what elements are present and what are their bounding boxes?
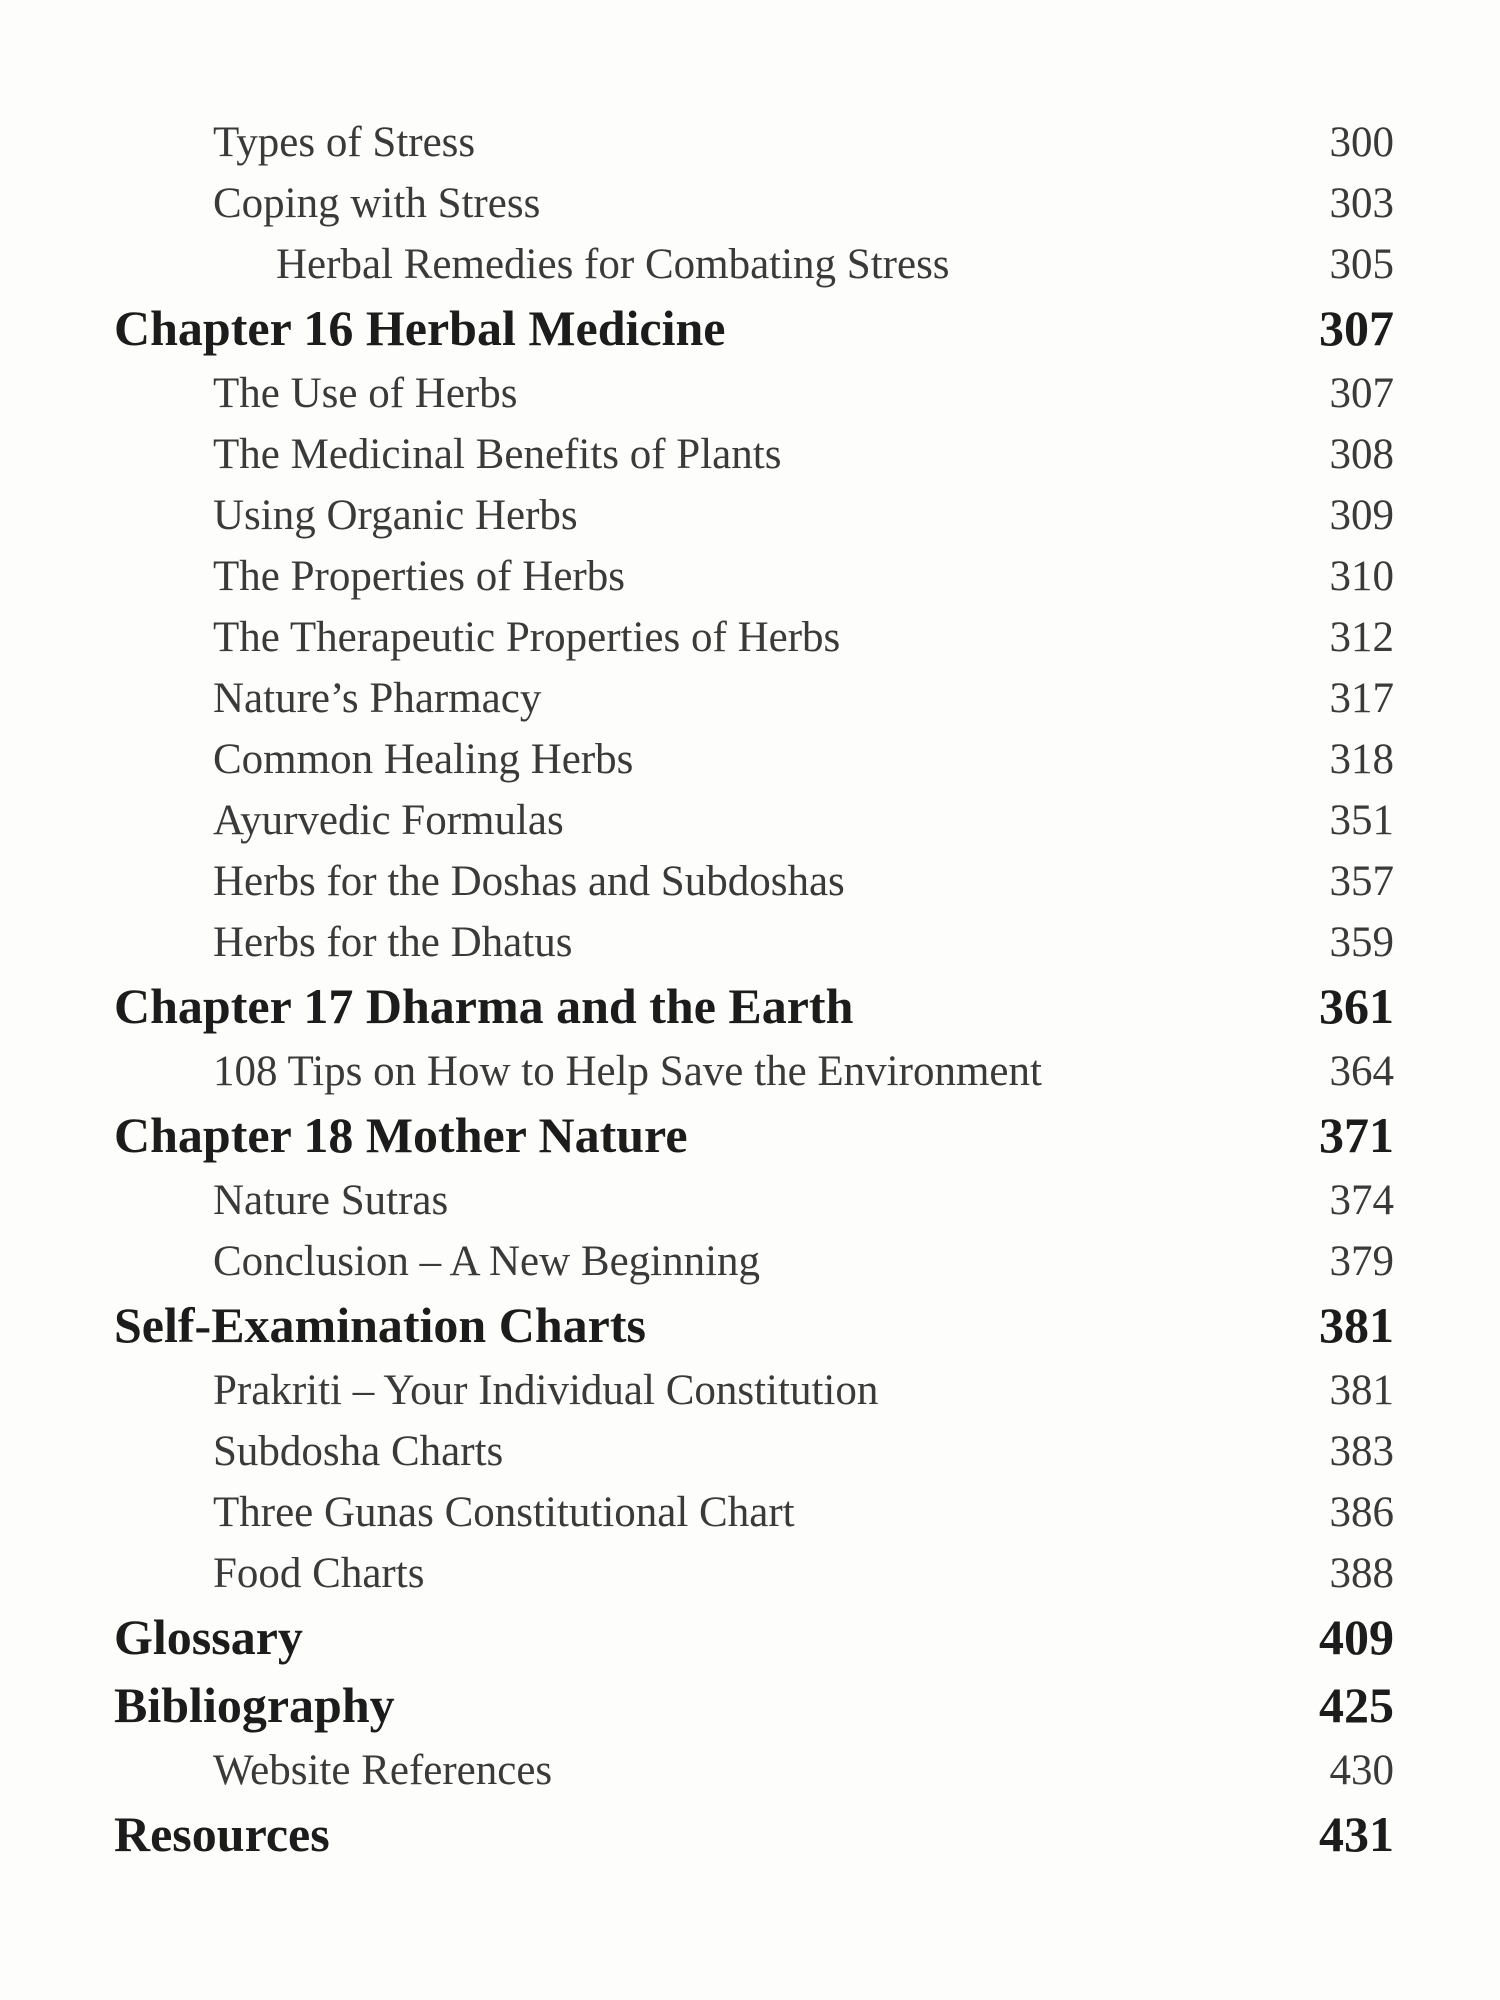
toc-entry-page-number: 425 (1319, 1677, 1394, 1733)
toc-entry-page-number: 381 (1319, 1297, 1394, 1353)
toc-entry-page-number: 308 (1329, 431, 1394, 478)
toc-chapter-entry (0, 301, 1500, 369)
toc-entry-title: Chapter 18 Mother Nature (114, 1107, 688, 1163)
toc-entry-title: Bibliography (114, 1677, 395, 1733)
toc-entry-title: Food Charts (213, 1550, 425, 1597)
toc-entry-page-number: 351 (1329, 797, 1394, 844)
toc-entry-page-number: 374 (1329, 1177, 1394, 1224)
toc-entry-page-number: 364 (1329, 1048, 1394, 1095)
toc-entry-title: Nature Sutras (213, 1177, 449, 1224)
toc-section-entry (0, 491, 1500, 552)
toc-entry-page-number: 388 (1329, 1550, 1394, 1597)
toc-entry-title: Self-Examination Charts (114, 1297, 646, 1353)
toc-section-entry (0, 118, 1500, 179)
toc-entry-title: The Medicinal Benefits of Plants (213, 431, 782, 478)
toc-chapter-entry (0, 1298, 1500, 1366)
toc-entry-page-number: 357 (1329, 858, 1394, 905)
toc-section-entry (0, 735, 1500, 796)
toc-entry-title: Resources (114, 1806, 330, 1862)
toc-entry-title: Website References (213, 1747, 553, 1794)
toc-section-entry (0, 857, 1500, 918)
toc-entry-page-number: 317 (1329, 675, 1394, 722)
toc-entry-title: 108 Tips on How to Help Save the Environment (213, 1048, 1042, 1095)
toc-entry-title: Nature’s Pharmacy (213, 675, 542, 722)
toc-chapter-entry (0, 1108, 1500, 1176)
toc-section-entry (0, 1746, 1500, 1807)
toc-entry-page-number: 379 (1329, 1238, 1394, 1285)
toc-entry-page-number: 431 (1319, 1806, 1394, 1862)
toc-entry-page-number: 310 (1329, 553, 1394, 600)
toc-entry-title: Using Organic Herbs (213, 492, 578, 539)
toc-entry-title: Glossary (114, 1609, 303, 1665)
toc-section-entry (0, 369, 1500, 430)
toc-section-entry (0, 1366, 1500, 1427)
toc-section-entry (0, 674, 1500, 735)
toc-chapter-entry (0, 979, 1500, 1047)
table-of-contents (0, 118, 1500, 1875)
toc-entry-page-number: 361 (1319, 978, 1394, 1034)
toc-entry-title: The Therapeutic Properties of Herbs (213, 614, 841, 661)
toc-entry-page-number: 303 (1329, 180, 1394, 227)
toc-entry-page-number: 305 (1329, 241, 1394, 288)
toc-entry-title: Herbs for the Dhatus (213, 919, 573, 966)
toc-entry-page-number: 312 (1329, 614, 1394, 661)
toc-section-entry (0, 1488, 1500, 1549)
toc-entry-title: The Properties of Herbs (213, 553, 625, 600)
toc-entry-title: Three Gunas Constitutional Chart (213, 1489, 795, 1536)
toc-entry-title: Chapter 16 Herbal Medicine (114, 300, 726, 356)
toc-entry-page-number: 318 (1329, 736, 1394, 783)
toc-section-entry (0, 240, 1500, 301)
toc-entry-title: Common Healing Herbs (213, 736, 634, 783)
toc-entry-page-number: 409 (1319, 1609, 1394, 1665)
toc-entry-page-number: 300 (1329, 119, 1394, 166)
toc-entry-title: Ayurvedic Formulas (213, 797, 564, 844)
toc-entry-title: Conclusion – A New Beginning (213, 1238, 761, 1285)
toc-entry-title: Chapter 17 Dharma and the Earth (114, 978, 854, 1034)
toc-chapter-entry (0, 1807, 1500, 1875)
toc-entry-page-number: 381 (1329, 1367, 1394, 1414)
toc-section-entry (0, 552, 1500, 613)
toc-section-entry (0, 1176, 1500, 1237)
toc-section-entry (0, 1047, 1500, 1108)
toc-entry-page-number: 307 (1319, 300, 1394, 356)
toc-entry-page-number: 386 (1329, 1489, 1394, 1536)
toc-entry-title: Herbs for the Doshas and Subdoshas (213, 858, 845, 905)
toc-section-entry (0, 613, 1500, 674)
toc-chapter-entry (0, 1678, 1500, 1746)
toc-entry-page-number: 307 (1329, 370, 1394, 417)
toc-entry-title: The Use of Herbs (213, 370, 518, 417)
toc-section-entry (0, 179, 1500, 240)
toc-section-entry (0, 796, 1500, 857)
toc-section-entry (0, 918, 1500, 979)
toc-section-entry (0, 1549, 1500, 1610)
toc-entry-title: Types of Stress (213, 119, 476, 166)
toc-chapter-entry (0, 1610, 1500, 1678)
toc-section-entry (0, 430, 1500, 491)
toc-entry-title: Subdosha Charts (213, 1428, 504, 1475)
toc-entry-page-number: 383 (1329, 1428, 1394, 1475)
toc-entry-page-number: 309 (1329, 492, 1394, 539)
toc-entry-title: Herbal Remedies for Combating Stress (276, 241, 950, 288)
toc-entry-page-number: 430 (1329, 1747, 1394, 1794)
toc-entry-page-number: 371 (1319, 1107, 1394, 1163)
toc-section-entry (0, 1237, 1500, 1298)
toc-section-entry (0, 1427, 1500, 1488)
toc-entry-title: Prakriti – Your Individual Constitution (213, 1367, 879, 1414)
toc-entry-page-number: 359 (1329, 919, 1394, 966)
toc-entry-title: Coping with Stress (213, 180, 541, 227)
